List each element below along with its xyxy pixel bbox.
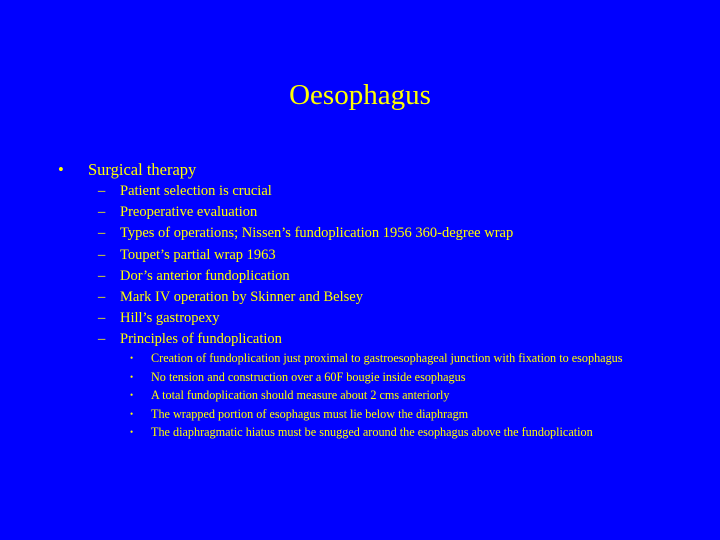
principle-text: No tension and construction over a 60F bougie inside esophagus: [151, 369, 466, 384]
bullet-marker: •: [130, 408, 134, 419]
dash-marker: –: [98, 288, 106, 305]
sub-item-text: Hill’s gastropexy: [120, 310, 220, 327]
sub-item-text: Patient selection is crucial: [120, 183, 272, 199]
sub-item: [98, 308, 698, 329]
bullet-marker: •: [130, 353, 134, 363]
sub-item: [98, 266, 698, 287]
principle-text: Creation of fundoplication just proximal to gastroesophageal junction with fixation to esophagus: [151, 351, 623, 365]
sub-item-text: Preoperative evaluation: [120, 204, 258, 221]
sub-item: [98, 181, 698, 202]
sub-item: [98, 287, 698, 308]
sub-item-text: Toupet’s partial wrap 1963: [120, 246, 276, 263]
sub-item-text: Dor’s anterior fundoplication: [120, 267, 290, 284]
dash-marker: –: [98, 183, 106, 199]
sub-item: [98, 329, 698, 350]
principle-item: [130, 351, 690, 365]
dash-marker: –: [98, 310, 106, 327]
dash-marker: –: [98, 246, 106, 263]
bullet-marker: •: [130, 371, 134, 382]
sub-item: [98, 245, 698, 266]
sub-item-text: Types of operations; Nissen’s fundoplication 1956 360-degree wrap: [120, 225, 514, 242]
principles-list: [130, 351, 690, 444]
sub-item: [98, 202, 698, 223]
sub-item: [98, 223, 698, 244]
dash-marker: –: [98, 225, 106, 242]
principle-item: [130, 407, 690, 421]
sub-item-list: [98, 181, 698, 351]
bullet-marker: •: [130, 390, 134, 401]
sub-item-text: Principles of fundoplication: [120, 331, 282, 348]
principle-item: [130, 370, 690, 384]
section-heading: Surgical therapy: [88, 160, 197, 179]
bullet-marker: •: [130, 427, 134, 438]
principle-text: A total fundoplication should measure about 2 cms anteriorly: [151, 388, 450, 403]
principle-item: [130, 425, 690, 439]
sub-item-text: Mark IV operation by Skinner and Belsey: [120, 288, 363, 305]
dash-marker: –: [98, 204, 106, 221]
dash-marker: –: [98, 267, 106, 284]
principle-text: The diaphragmatic hiatus must be snugged around the esophagus above the fundoplication: [151, 425, 593, 440]
slide-title: Oesophagus: [289, 79, 431, 111]
bullet-marker: •: [58, 160, 64, 179]
dash-marker: –: [98, 331, 106, 348]
principle-item: [130, 388, 690, 402]
principle-text: The wrapped portion of esophagus must lie below the diaphragm: [151, 406, 469, 421]
